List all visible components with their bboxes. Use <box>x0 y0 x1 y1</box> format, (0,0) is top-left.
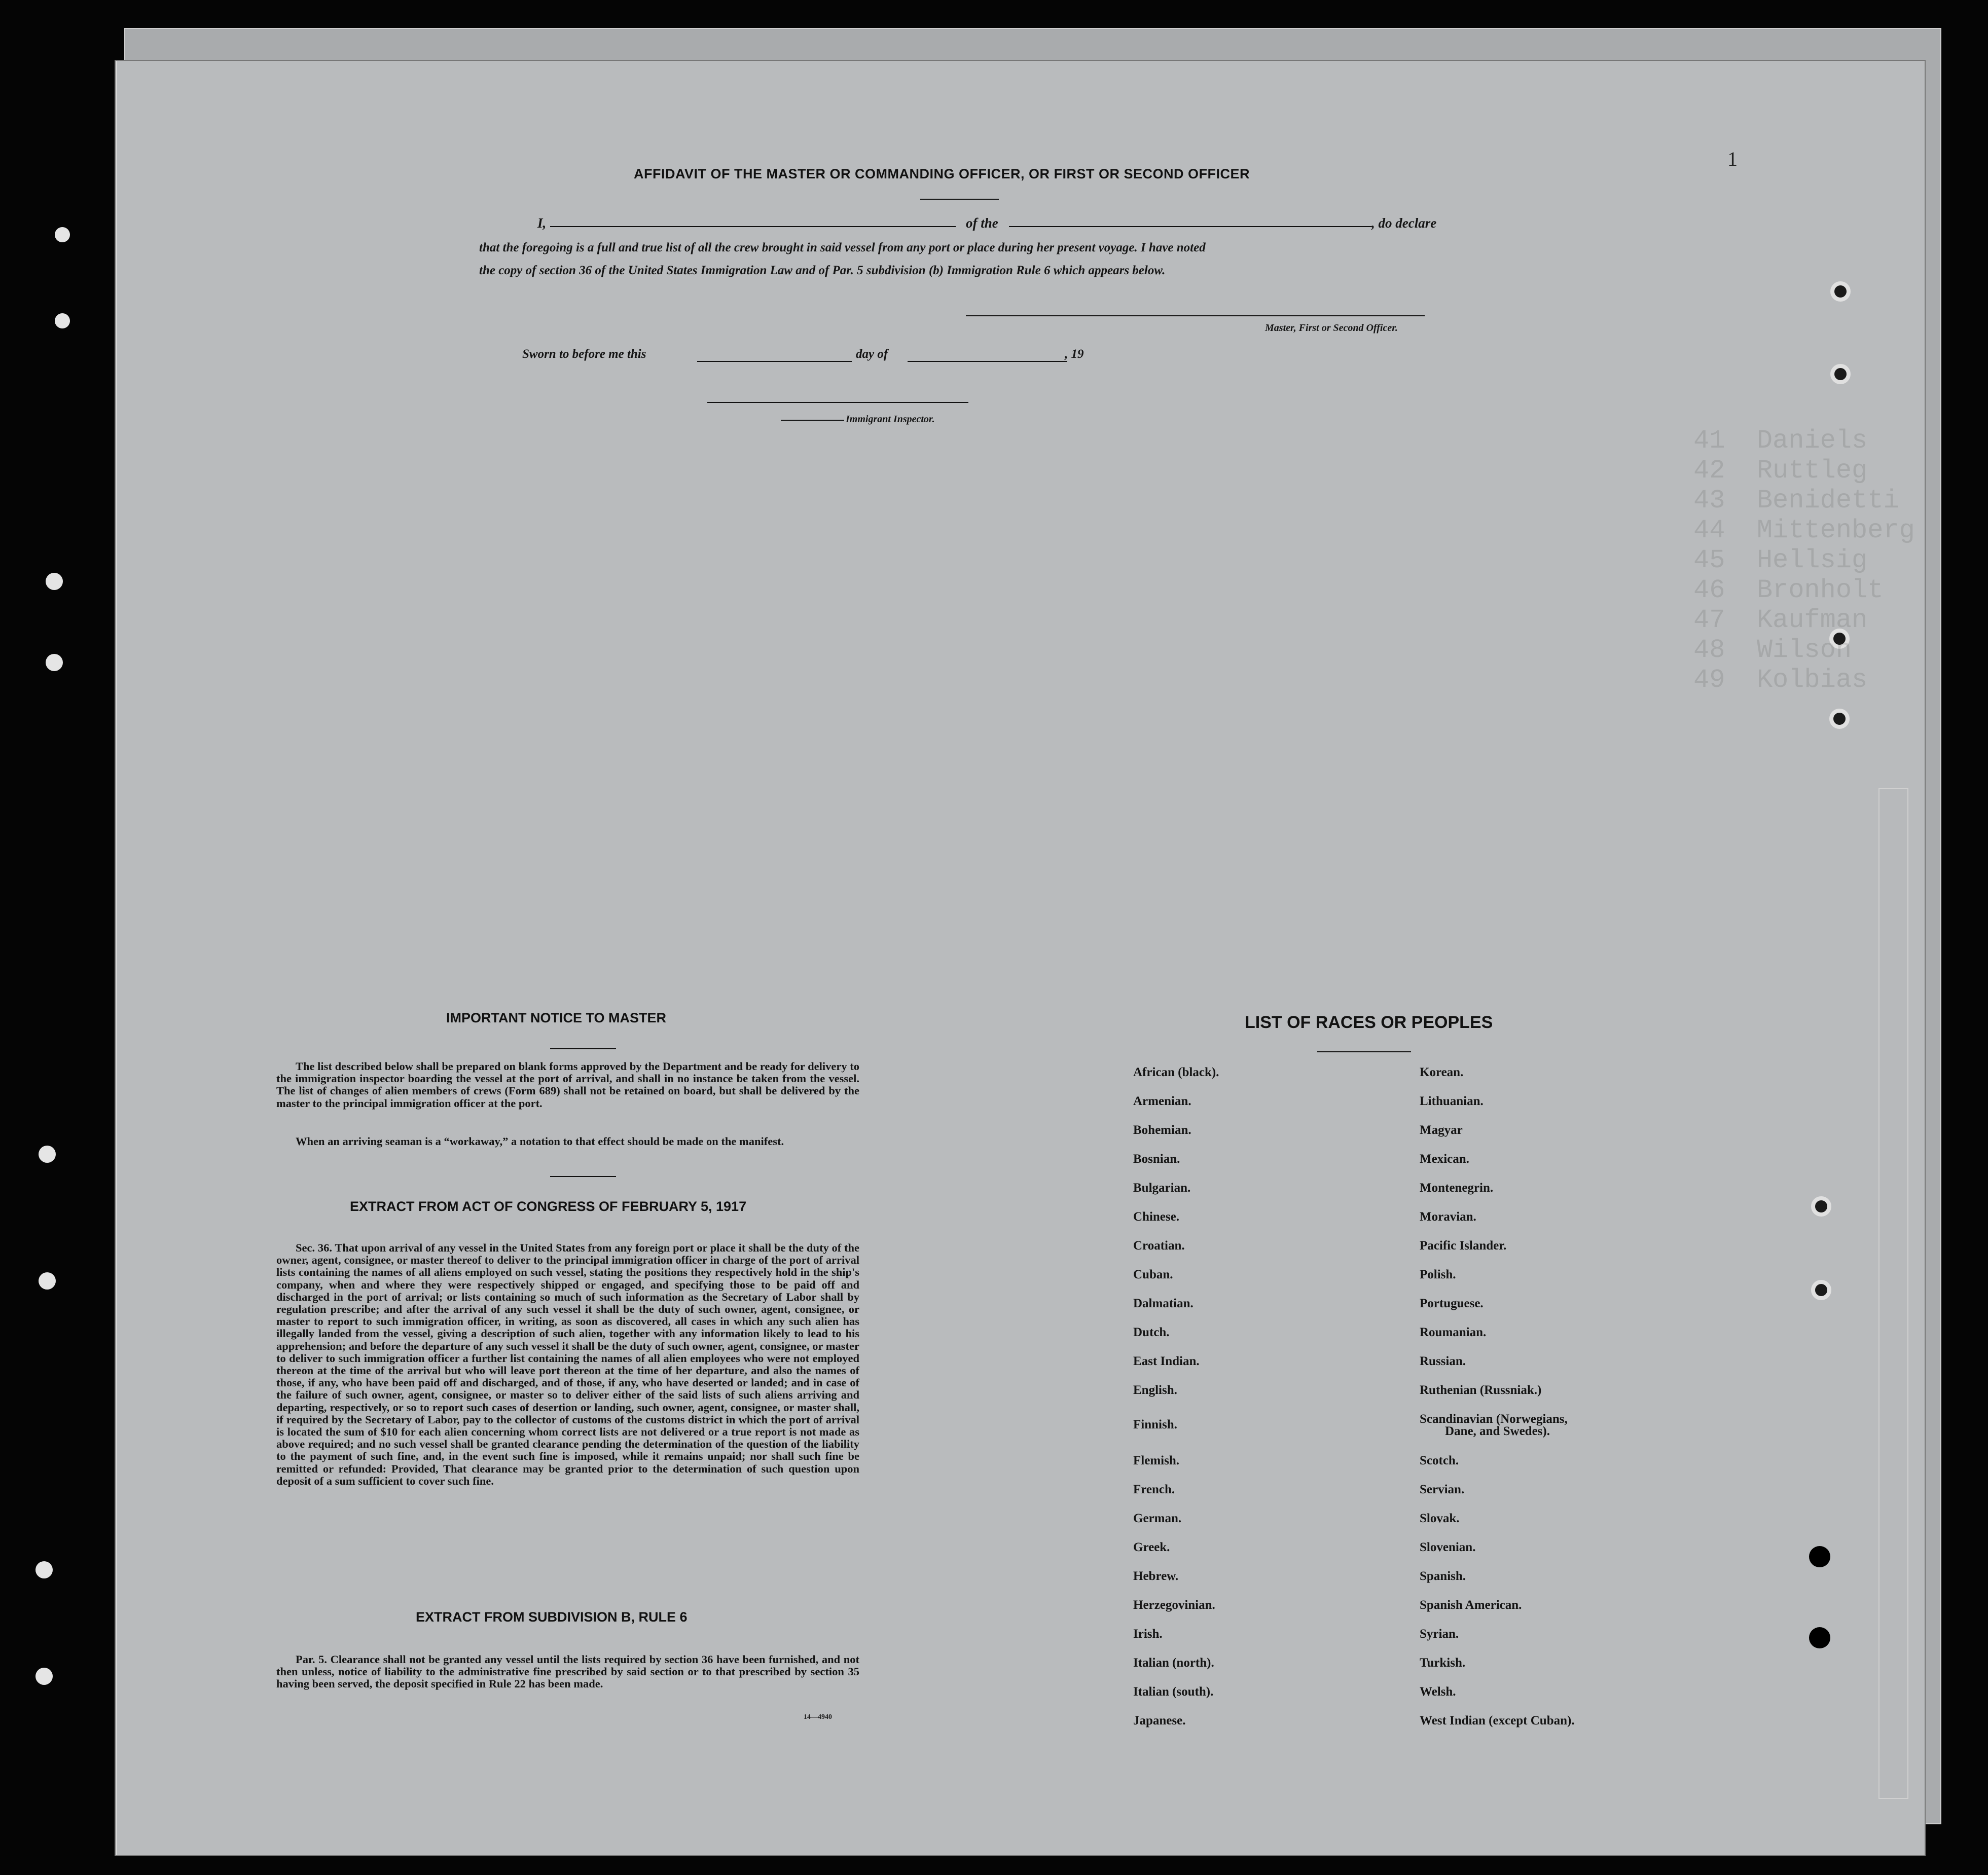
binder-hole-icon <box>55 227 70 242</box>
race-item: Scandinavian (Norwegians, <box>1420 1412 1568 1426</box>
race-item: Dane, and Swedes). <box>1445 1424 1550 1438</box>
race-item: Bosnian. <box>1133 1152 1180 1166</box>
binder-hole-icon <box>1809 1546 1830 1567</box>
affidavit-statement-line: the copy of section 36 of the United States Immigration Law and of Par. 5 subdivision (b) Immigration Rule 6 which appears below. <box>479 264 1166 277</box>
race-item: Servian. <box>1420 1483 1465 1496</box>
document-page <box>116 61 1925 1855</box>
page-edge-strip <box>1878 788 1908 1799</box>
races-title-underline <box>1317 1051 1411 1052</box>
officer-signature-field[interactable] <box>966 315 1425 316</box>
race-item: Mexican. <box>1420 1152 1469 1166</box>
sworn-month-field[interactable] <box>908 361 1067 362</box>
notice-divider <box>550 1176 616 1177</box>
binder-hole-icon <box>1830 281 1851 302</box>
race-item: Chinese. <box>1133 1210 1179 1224</box>
race-item: Italian (south). <box>1133 1685 1214 1699</box>
race-item: Flemish. <box>1133 1454 1179 1467</box>
race-item: Magyar <box>1420 1123 1463 1137</box>
races-title: LIST OF RACES OR PEOPLES <box>1245 1013 1493 1032</box>
race-item: Finnish. <box>1133 1418 1177 1431</box>
act-section-text: Sec. 36. That upon arrival of any vessel in the United States from any foreign port or place it shall be the duty of the owner, agent, consignee, or master thereof to deliver to the principal immigration officer in charge of the port of arrival lists containing the names of all aliens employed on such vessel, stating the positions they respectively hold in the ship's company, when and where they were respectively shipped or engaged, and specifying those to be paid off and discharged in the port of arrival; or lists containing so much of such information as the Secretary of Labor shall by regulation prescribe; and after the arrival of any such vessel it shall be the duty of such owner, agent, consignee, or master to report to such immigration officer, in writing, as soon as discovered, all cases in which any such alien has illegally landed from the vessel, giving a description of such alien, together with any information likely to lead to his apprehension; and before the departure of any such vessel it shall be the duty of such owner, agent, consignee, or master to deliver to such immigration officer a further list containing the names of all alien employees who were not employed thereon at the time of the arrival but who will leave port thereon at the time of her departure, and also the names of those, if any, who have been paid off and discharged, and of those, if any, who have deserted or landed; and in case of the failure of such owner, agent, consignee, or master so to deliver either of the said lists of such aliens arriving and departing, respectively, or so to report such cases of desertion or landing, such owner, agent, consignee, or master shall, if required by the Secretary of Labor, pay to the collector of customs of the customs district in which the port of arrival is located the sum of $10 for each alien concerning whom correct lists are not delivered or a true report is not made as above required; and no such vessel shall be granted clearance pending the determination of the question of the liability to the payment of such fine, and, in the event such fine is imposed, while it remains unpaid; nor shall such fine be remitted or refunded: Provided, That clearance may be granted prior to the determination of such question upon deposit of a sum sufficient to cover such fine. <box>276 1241 859 1487</box>
race-item: Pacific Islander. <box>1420 1239 1507 1253</box>
bleed-through-text: 41 Daniels 42 Ruttleg 43 Benidetti 44 Mittenberg 45 Hellsig 46 Bronholt 47 Kaufman 48 Wilson 49 Kolbias <box>1693 426 1915 695</box>
sworn-year-label: , 19 <box>1065 347 1084 361</box>
binder-hole-icon <box>46 573 63 590</box>
race-item: Russian. <box>1420 1354 1466 1368</box>
race-item: Irish. <box>1133 1627 1163 1641</box>
binder-hole-icon <box>55 313 70 328</box>
notice-paragraph: The list described below shall be prepared on blank forms approved by the Department and be ready for delivery to the immigration inspector boarding the vessel at the port of arrival, and shall in no instance be taken from the vessel. The list of changes of alien members of crews (Form 689) shall not be retained on board, but shall be delivered by the master to the principal immigration officer at the port. <box>276 1060 859 1110</box>
race-item: Spanish. <box>1420 1569 1466 1583</box>
race-item: Roumanian. <box>1420 1326 1487 1339</box>
inspector-signature-field[interactable] <box>707 402 968 403</box>
race-item: English. <box>1133 1383 1177 1397</box>
sworn-day-field[interactable] <box>697 361 852 362</box>
inspector-label: Immigrant Inspector. <box>846 414 935 425</box>
act-title: EXTRACT FROM ACT OF CONGRESS OF FEBRUARY 5, 1917 <box>350 1199 747 1214</box>
race-item: Dutch. <box>1133 1326 1170 1339</box>
form-number: 14—4940 <box>804 1713 832 1721</box>
race-item: Spanish American. <box>1420 1598 1522 1612</box>
notice-title: IMPORTANT NOTICE TO MASTER <box>446 1010 666 1025</box>
race-item: Cuban. <box>1133 1268 1173 1281</box>
binder-hole-icon <box>35 1561 53 1578</box>
vessel-label: of the <box>966 215 998 231</box>
rule-title: EXTRACT FROM SUBDIVISION B, RULE 6 <box>416 1609 688 1625</box>
race-item: Scotch. <box>1420 1454 1459 1467</box>
binder-hole-icon <box>1830 364 1851 384</box>
race-item: Greek. <box>1133 1540 1170 1554</box>
race-item: Korean. <box>1420 1065 1464 1079</box>
race-item: French. <box>1133 1483 1175 1496</box>
race-item: West Indian (except Cuban). <box>1420 1714 1575 1727</box>
race-item: Herzegovinian. <box>1133 1598 1215 1612</box>
race-item: Armenian. <box>1133 1094 1191 1108</box>
declarant-name-field[interactable] <box>550 226 956 227</box>
race-item: Syrian. <box>1420 1627 1459 1641</box>
race-item: Italian (north). <box>1133 1656 1214 1670</box>
notice-paragraph: When an arriving seaman is a “workaway,” a notation to that effect should be made on the manifest. <box>296 1135 784 1148</box>
sworn-day-of-label: day of <box>856 347 888 361</box>
race-item: Welsh. <box>1420 1685 1456 1699</box>
binder-hole-icon <box>35 1668 53 1685</box>
race-item: German. <box>1133 1512 1182 1525</box>
race-item: Slovenian. <box>1420 1540 1476 1554</box>
affidavit-title: AFFIDAVIT OF THE MASTER OR COMMANDING OFFICER, OR FIRST OR SECOND OFFICER <box>634 166 1250 181</box>
race-item: Portuguese. <box>1420 1297 1484 1310</box>
race-item: Moravian. <box>1420 1210 1476 1224</box>
inspector-signature-field-lower[interactable] <box>781 420 844 421</box>
vessel-name-field[interactable] <box>1009 226 1371 227</box>
officer-signature-label: Master, First or Second Officer. <box>1265 322 1398 334</box>
race-item: Lithuanian. <box>1420 1094 1484 1108</box>
declarant-label: I, <box>537 215 547 231</box>
race-item: Montenegrin. <box>1420 1181 1494 1195</box>
race-item: African (black). <box>1133 1065 1219 1079</box>
race-item: Polish. <box>1420 1268 1456 1281</box>
race-item: Dalmatian. <box>1133 1297 1194 1310</box>
sworn-label: Sworn to before me this <box>522 347 646 361</box>
rule-paragraph: Par. 5. Clearance shall not be granted any vessel until the lists required by section 36 have been furnished, and not then unless, notice of liability to the administrative fine prescribed by said section or to that prescribed by section 35 having been served, the deposit specified in Rule 22 has been made. <box>276 1653 859 1690</box>
race-item: Turkish. <box>1420 1656 1466 1670</box>
race-item: Japanese. <box>1133 1714 1186 1727</box>
binder-hole-icon <box>1811 1196 1831 1217</box>
race-item: Slovak. <box>1420 1512 1460 1525</box>
race-item: Croatian. <box>1133 1239 1185 1253</box>
race-item: Hebrew. <box>1133 1569 1179 1583</box>
binder-hole-icon <box>46 654 63 671</box>
affidavit-statement-line: that the foregoing is a full and true list of all the crew brought in said vessel from any port or place during her present voyage. I have noted <box>479 241 1206 254</box>
notice-title-underline <box>550 1048 616 1049</box>
binder-hole-icon <box>39 1272 56 1290</box>
race-item: Ruthenian (Russniak.) <box>1420 1383 1542 1397</box>
binder-hole-icon <box>39 1146 56 1163</box>
title-underline <box>920 199 999 200</box>
binder-hole-icon <box>1829 709 1850 729</box>
binder-hole-icon <box>1811 1280 1831 1300</box>
declare-label: , do declare <box>1371 215 1437 231</box>
race-item: Bohemian. <box>1133 1123 1191 1137</box>
race-item: Bulgarian. <box>1133 1181 1191 1195</box>
page-number: 1 <box>1727 148 1738 170</box>
race-item: East Indian. <box>1133 1354 1200 1368</box>
binder-hole-icon <box>1809 1627 1830 1648</box>
